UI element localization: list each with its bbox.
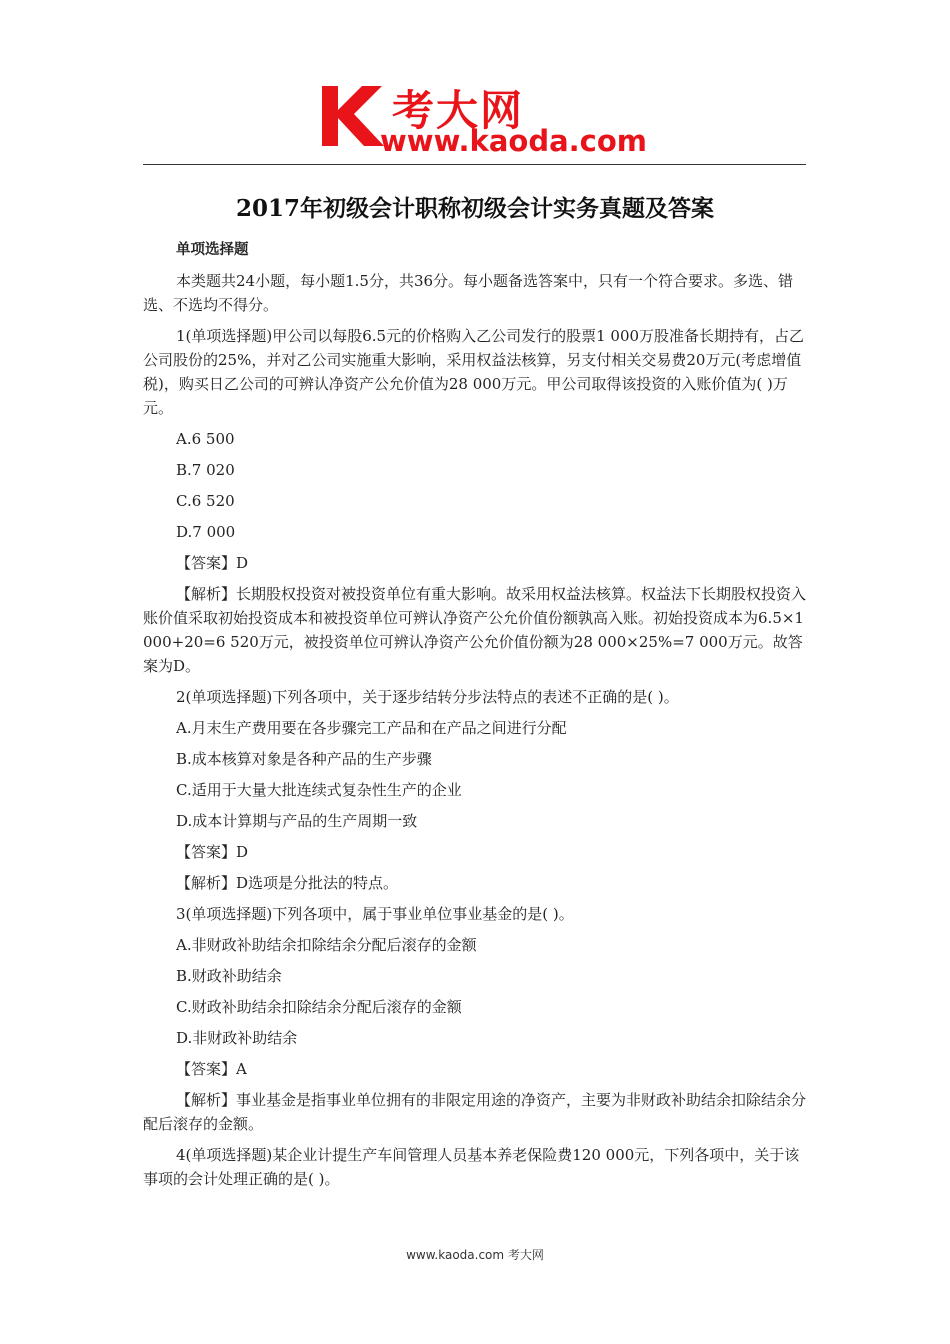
question-3-option-c: C.财政补助结余扣除结余分配后滚存的金额 [176, 998, 462, 1016]
section-heading: 单项选择题 [176, 242, 249, 258]
question-1-stem: 1(单项选择题)甲公司以每股6.5元的价格购入乙公司发行的股票1 000万股准备长期持有，占乙公司股份的25%，并对乙公司实施重大影响，采用权益法核算，另支付相关交易费20万元(考虑增值税)，购买日乙公司的可辨认净资产公允价值为28 000万元。甲公司取得该投资的入账价值为( )万元。 [143, 327, 805, 417]
question-3-stem: 3(单项选择题)下列各项中，属于事业单位事业基金的是( )。 [176, 905, 574, 923]
question-2-option-c: C.适用于大量大批连续式复杂性生产的企业 [176, 781, 462, 799]
question-3-option-b: B.财政补助结余 [176, 967, 282, 985]
question-1-option-d: D.7 000 [176, 523, 236, 541]
logo-url: www.kaoda.com [380, 124, 647, 158]
k-logo-icon [318, 80, 388, 150]
kaoda-logo [318, 80, 647, 160]
page-title: 2017年初级会计职称初级会计实务真题及答案 [235, 195, 714, 222]
question-3-analysis: 【解析】事业基金是指事业单位拥有的非限定用途的净资产，主要为非财政补助结余扣除结余分配后滚存的金额。 [143, 1091, 807, 1133]
question-2-option-a: A.月末生产费用要在各步骤完工产品和在产品之间进行分配 [176, 719, 567, 737]
question-1-answer: 【答案】D [176, 554, 249, 572]
logo-chinese-name: 考大网 [392, 86, 525, 135]
intro-paragraph: 本类题共24小题，每小题1.5分，共36分。每小题备选答案中，只有一个符合要求。多选、错选、不选均不得分。 [143, 272, 794, 314]
question-3-option-d: D.非财政补助结余 [176, 1029, 298, 1047]
question-2-analysis: 【解析】D选项是分批法的特点。 [176, 874, 399, 892]
header-divider [143, 164, 806, 165]
question-2-option-d: D.成本计算期与产品的生产周期一致 [176, 812, 418, 830]
question-4-stem: 4(单项选择题)某企业计提生产车间管理人员基本养老保险费120 000元，下列各项中，关于该事项的会计处理正确的是( )。 [143, 1146, 800, 1188]
question-2-option-b: B.成本核算对象是各种产品的生产步骤 [176, 750, 432, 768]
question-1-option-b: B.7 020 [176, 461, 235, 479]
question-1-analysis: 【解析】长期股权投资对被投资单位有重大影响。故采用权益法核算。权益法下长期股权投资入账价值采取初始投资成本和被投资单位可辨认净资产公允价值份额孰高入账。初始投资成本为6.5×1 000+20=6 520万元，被投资单位可辨认净资产公允价值份额为28 000×25%=7 000万元。故答案为D。 [143, 585, 807, 675]
question-1-option-a: A.6 500 [176, 430, 235, 448]
document-body [143, 238, 808, 1198]
page-footer: www.kaoda.com 考大网 [406, 1248, 544, 1262]
question-2-answer: 【答案】D [176, 843, 249, 861]
question-3-option-a: A.非财政补助结余扣除结余分配后滚存的金额 [176, 936, 477, 954]
question-3-answer: 【答案】A [176, 1060, 247, 1078]
question-1-option-c: C.6 520 [176, 492, 235, 510]
question-2-stem: 2(单项选择题)下列各项中，关于逐步结转分步法特点的表述不正确的是( )。 [176, 688, 679, 706]
